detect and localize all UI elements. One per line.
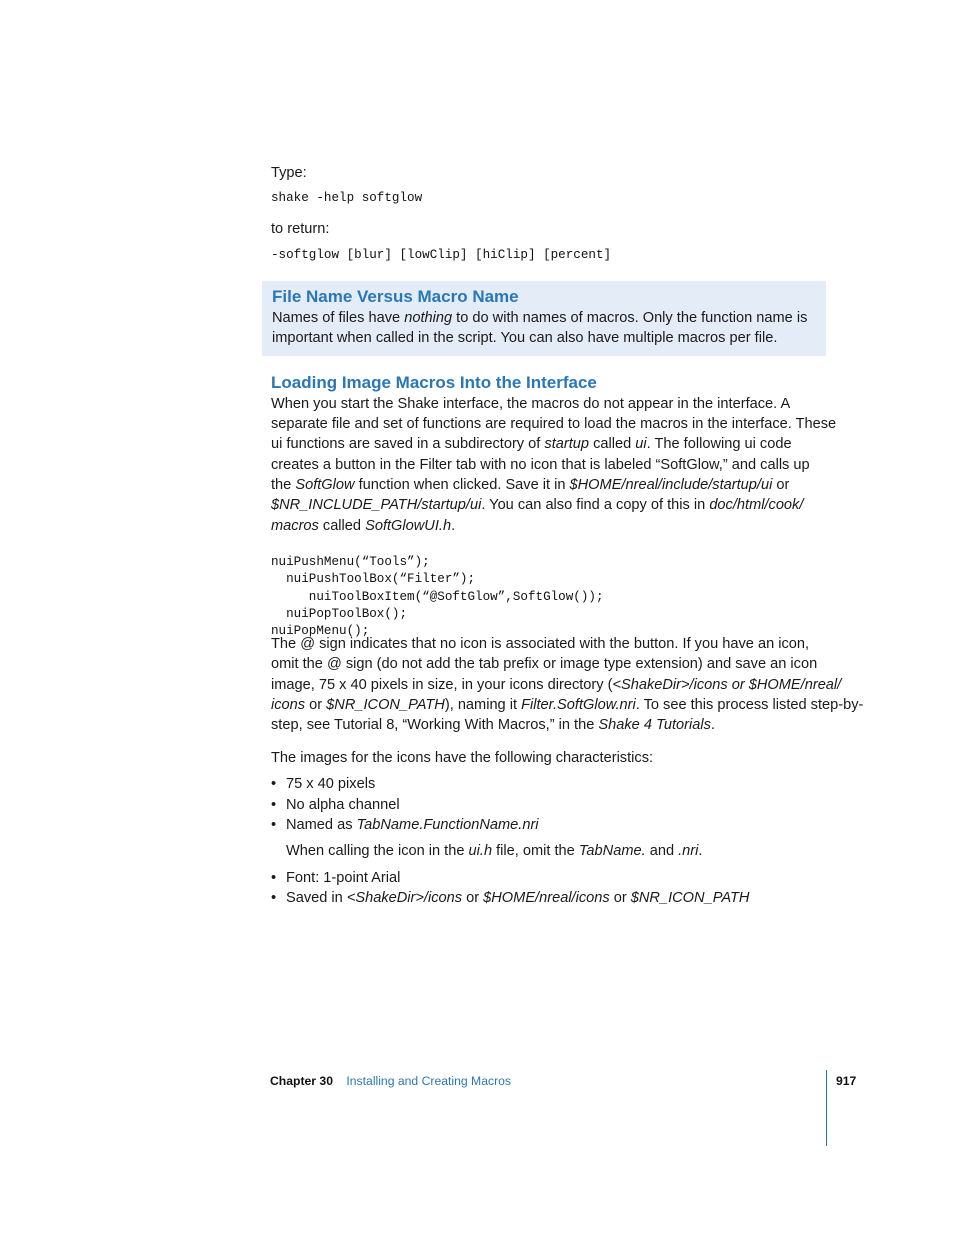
bullet-marker: • — [271, 817, 277, 833]
bullet-text: 75 x 40 pixels — [286, 776, 376, 792]
bullet-note: When calling the icon in the ui.h file, omit the TabName. and .nri. — [286, 843, 703, 859]
paragraph-line: macros called SoftGlowUI.h. — [271, 518, 456, 534]
code-line: nuiPushToolBox(“Filter”); — [271, 572, 476, 587]
footer-divider — [826, 1070, 827, 1146]
footer-chapter-title: Installing and Creating Macros — [346, 1074, 512, 1088]
bullet-text: Named as TabName.FunctionName.nri — [286, 817, 539, 833]
page-number: 917 — [836, 1074, 857, 1088]
code-block — [271, 537, 604, 640]
paragraph-line: The @ sign indicates that no icon is associated with the button. If you have an icon, — [271, 636, 810, 652]
type-label: Type: — [271, 165, 307, 181]
paragraph-line: the SoftGlow function when clicked. Save it in $HOME/nreal/include/startup/ui or — [271, 477, 790, 493]
note-callout — [262, 281, 826, 356]
callout-line: Names of files have nothing to do with names of macros. Only the function name is — [272, 310, 808, 326]
footer-chapter: Chapter 30 — [270, 1074, 333, 1088]
bullet-text: Font: 1-point Arial — [286, 870, 401, 886]
callout-heading: File Name Versus Macro Name — [272, 287, 519, 306]
paragraph-line: image, 75 x 40 pixels in size, in your icons directory (<ShakeDir>/icons or $HOME/nreal/ — [271, 677, 842, 693]
bullet-marker: • — [271, 890, 277, 906]
paragraph-line: separate file and set of functions are required to load the macros in the interface. These — [271, 416, 837, 432]
callout-line: important when called in the script. You can also have multiple macros per file. — [272, 330, 778, 346]
bullet-marker: • — [271, 776, 277, 792]
code-line: nuiPopMenu(); — [271, 624, 370, 639]
bullet-text: Saved in <ShakeDir>/icons or $HOME/nreal/icons or $NR_ICON_PATH — [286, 890, 750, 906]
paragraph-line: $NR_INCLUDE_PATH/startup/ui. You can also find a copy of this in doc/html/cook/ — [271, 497, 804, 513]
paragraph-line: The images for the icons have the following characteristics: — [271, 750, 654, 766]
code-line: nuiPopToolBox(); — [271, 606, 408, 621]
page-footer — [270, 1073, 511, 1089]
paragraph-line: icons or $NR_ICON_PATH), naming it Filter.SoftGlow.nri. To see this process listed step-by- — [271, 697, 864, 713]
bullet-text: No alpha channel — [286, 797, 400, 813]
paragraph-line: ui functions are saved in a subdirectory of startup called ui. The following ui code — [271, 436, 792, 452]
command-line: shake -help softglow — [271, 191, 423, 205]
bullet-marker: • — [271, 797, 277, 813]
bullet-marker: • — [271, 870, 277, 886]
paragraph-line: omit the @ sign (do not add the tab prefix or image type extension) and save an icon — [271, 656, 818, 672]
paragraph-line: When you start the Shake interface, the macros do not appear in the interface. A — [271, 396, 791, 412]
code-line: nuiPushMenu(“Tools”); — [271, 555, 430, 570]
return-signature: -softglow [blur] [lowClip] [hiClip] [percent] — [271, 248, 612, 262]
paragraph-line: creates a button in the Filter tab with no icon that is labeled “SoftGlow,” and calls up — [271, 457, 810, 473]
to-return-label: to return: — [271, 221, 330, 237]
code-line: nuiToolBoxItem(“@SoftGlow”,SoftGlow()); — [271, 589, 604, 604]
paragraph-line: step, see Tutorial 8, “Working With Macros,” in the Shake 4 Tutorials. — [271, 717, 715, 733]
section-heading: Loading Image Macros Into the Interface — [271, 373, 597, 392]
